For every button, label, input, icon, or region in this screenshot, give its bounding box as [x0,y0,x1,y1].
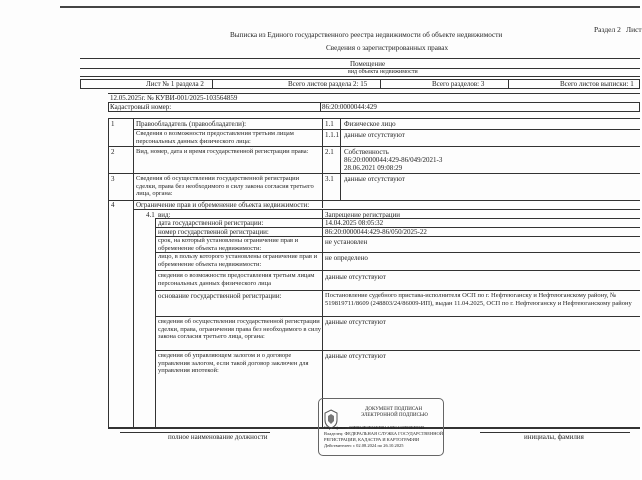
rule [133,209,640,210]
right-holder-label: Правообладатель (правообладатели): [136,120,247,128]
row-subnumber: 1.1 [325,120,334,128]
object-type: Помещение [350,60,386,68]
right-type: Собственность [344,148,389,156]
row-number: 2 [111,148,115,156]
reg-date-label: дата государственной регистрации: [158,219,264,227]
sheets-in-section: Всего листов раздела 2: 15 [288,80,368,88]
rule [155,316,640,317]
divider [212,79,213,89]
deal-registration-label: Сведения об осуществлении государственной регистрации сделки, права без необходимого в силу закона согласия третьего лица, органа: [136,175,314,197]
third-party-label: сведения о возможности предоставления третьим лицам персональных данных физического лица [158,272,315,287]
beneficiary-value: не определено [325,254,368,262]
row-number: 3 [111,175,115,183]
section-label: Раздел 2 [594,25,621,34]
rule [80,58,640,59]
reg-number-label: номер государственной регистрации: [158,228,269,236]
position-caption: полное наименование должности [168,433,268,441]
divider [380,79,381,89]
row-subnumber: 2.1 [325,148,334,156]
beneficiary-label: лицо, в пользу которого установлены ограничение прав и обременение объекта недвижимости: [158,253,318,268]
encumbrance-label: Ограничение прав и обременение объекта недвижимости: [136,201,310,209]
electronic-signature-stamp [318,398,444,456]
col-divider [322,209,323,428]
rule [108,146,640,147]
sheet-word: Лист [626,25,642,34]
cadastral-value: 86:20:0000044:429 [322,103,377,111]
cadastral-label: Кадастровый номер: [110,103,172,111]
term-value: не установлен [325,238,368,246]
sheet-number: Лист № 1 раздела 2 [146,80,204,88]
row-subnumber: 3.1 [325,175,334,183]
signature-caption: инициалы, фамилия [524,433,584,441]
row-subnumber: 1.1.1 [325,131,339,139]
col-divider [155,218,156,428]
stamp-certificate: Сертификат: 00FB34E3E56ED81A97C1337F0EFF6D [324,425,425,430]
row-subnumber: 4.1 [146,211,155,219]
stamp-owner: Владелец: ФЕДЕРАЛЬНАЯ СЛУЖБА ГОСУДАРСТВЕННОЙ [324,431,444,436]
rule [155,290,640,291]
registration-number: 86:20:0000044:429-86/049/2021-3 [344,156,443,164]
term-label: срок, на который установлены ограничение прав и обременение объекта недвижимости: [158,237,299,252]
row-number: 1 [111,120,115,128]
col-divider [133,118,134,428]
top-rule [60,6,640,8]
registration-label: Вид, номер, дата и время государственной регистрации права: [136,148,309,155]
kind-value: Запрещение регистрации [325,211,401,219]
pledge-label: сведения об управляющем залогом и о договоре управления залогом, если такой договор заключен для управления ипотекой: [158,352,309,374]
deal-label: сведения об осуществлении государственной регистрации сделки, права, ограничения права без необходимого в силу закона согласия третьего лица, органа: [158,318,321,340]
divider [508,79,509,89]
third-party-data-value: данные отсутствуют [344,131,405,139]
total-sections: Всего разделов: 3 [432,80,485,88]
total-sheets: Всего листов выписки: 1 [560,80,634,88]
object-kind-caption: вид объекта недвижимости [348,69,418,75]
reg-date-value: 14.04.2025 08:05:32 [325,219,384,227]
divider [320,102,321,112]
row-number: 4 [111,201,115,209]
stamp-owner-cont: РЕГИСТРАЦИИ, КАДАСТРА И КАРТОГРАФИИ [324,437,420,442]
col-divider [340,118,341,200]
basis-label: основание государственной регистрации: [158,292,282,300]
rule [155,350,640,351]
pledge-value: данные отсутствуют [325,352,386,360]
third-party-value: данные отсутствуют [325,273,386,281]
extract-date-number: 12.05.2025г. № КУВИ-001/2025-103564859 [110,94,238,102]
registration-datetime: 28.06.2021 09:08:29 [344,164,403,172]
reg-number-value: 86:20:0000044:429-86/050/2025-22 [325,228,427,236]
stamp-validity: Действителен: с 02.08.2024 по 26.10.2025 [324,443,404,448]
document-subtitle: Сведения о зарегистрированных правах [326,44,449,52]
stamp-title-2: ЭЛЕКТРОННОЙ ПОДПИСЬЮ [361,413,428,418]
rule [80,76,640,77]
basis-value: Постановление судебного пристава-исполнителя ОСП по г. Нефтеюганску и Нефтеюганскому району, № 519819711/8609 (248803/24/86009-ИП), выдан 11.04.2025, ОСП по г. Нефтеюганску и Нефтеюганскому району [325,292,632,307]
deal-registration-value: данные отсутствуют [344,175,405,183]
rule [155,270,640,271]
third-party-data-label: Сведения о возможности предоставления третьим лицам персональных данных физического лица: [136,130,294,145]
deal-value: данные отсутствуют [325,318,386,326]
col-divider [322,118,323,208]
rule [108,173,640,174]
document-title: Выписка из Единого государственного реестра недвижимости об объекте недвижимости [230,31,503,39]
kind-label: вид: [158,211,171,219]
stamp-title-1: ДОКУМЕНТ ПОДПИСАН [365,407,423,412]
right-holder-value: Физическое лицо [344,120,396,128]
